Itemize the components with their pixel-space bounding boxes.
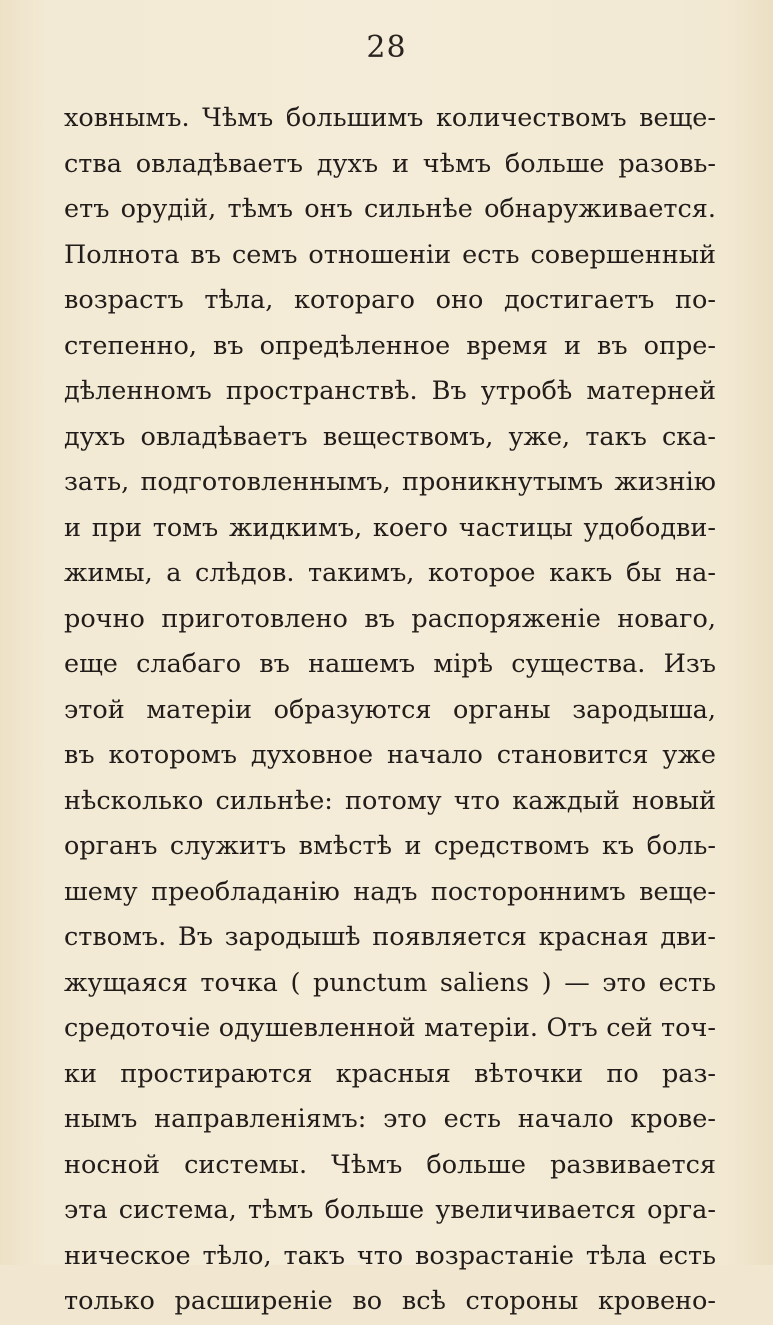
text-line: еще слабаго въ нашемъ мірѣ существа. Изъ: [64, 649, 716, 679]
text-line: органъ служитъ вмѣстѣ и средствомъ къ боль-: [64, 831, 716, 861]
text-line: дѣленномъ пространствѣ. Въ утробѣ матерней: [64, 376, 716, 406]
text-line: духъ овладѣваетъ веществомъ, уже, такъ ска-: [64, 421, 716, 452]
text-line: рочно приготовлено въ распоряженіе новаго,: [64, 603, 716, 634]
text-line: ническое тѣло, такъ что возрастаніе тѣла есть: [64, 1240, 716, 1271]
text-line: этой матеріи образуются органы зародыша,: [64, 694, 716, 725]
page-number: 28: [366, 30, 407, 65]
text-line: ствомъ. Въ зародышѣ появляется красная дви-: [64, 922, 716, 952]
text-line: ства овладѣваетъ духъ и чѣмъ больше разовь-: [64, 148, 716, 179]
text-line: нѣсколько сильнѣе: потому что каждый новый: [64, 785, 716, 816]
text-line: етъ орудій, тѣмъ онъ сильнѣе обнаруживается.: [64, 194, 716, 224]
text-line: нымъ направленіямъ: это есть начало крове-: [64, 1104, 716, 1134]
text-line: и при томъ жидкимъ, коего частицы удободви-: [64, 512, 716, 543]
text-line: эта система, тѣмъ больше увеличивается орга-: [64, 1195, 716, 1225]
text-line: жущаяся точка ( punctum saliens ) — это есть: [64, 967, 716, 998]
text-line: въ которомъ духовное начало становится уже: [64, 740, 716, 770]
text-line: степенно, въ опредѣленное время и въ опре-: [64, 330, 716, 361]
text-line: жимы, а слѣдов. такимъ, которое какъ бы на-: [64, 558, 716, 588]
text-line: ховнымъ. Чѣмъ большимъ количествомъ веще-: [64, 103, 716, 133]
text-line: ки простираются красныя вѣточки по раз-: [64, 1058, 716, 1089]
text-line: возрастъ тѣла, котораго оно достигаетъ по-: [64, 285, 716, 315]
text-line: средоточіе одушевленной матеріи. Отъ сей точ-: [64, 1013, 716, 1043]
text-line: носной системы. Чѣмъ больше развивается: [64, 1149, 716, 1180]
text-line: только расширеніе во всѣ стороны кровено-: [64, 1286, 716, 1316]
text-line: шему преобладанію надъ постороннимъ веще-: [64, 876, 716, 907]
text-line: зать, подготовленнымъ, проникнутымъ жизнію: [64, 467, 716, 497]
body-text: [64, 96, 716, 1325]
text-line: Полнота въ семъ отношеніи есть совершенный: [64, 239, 716, 270]
